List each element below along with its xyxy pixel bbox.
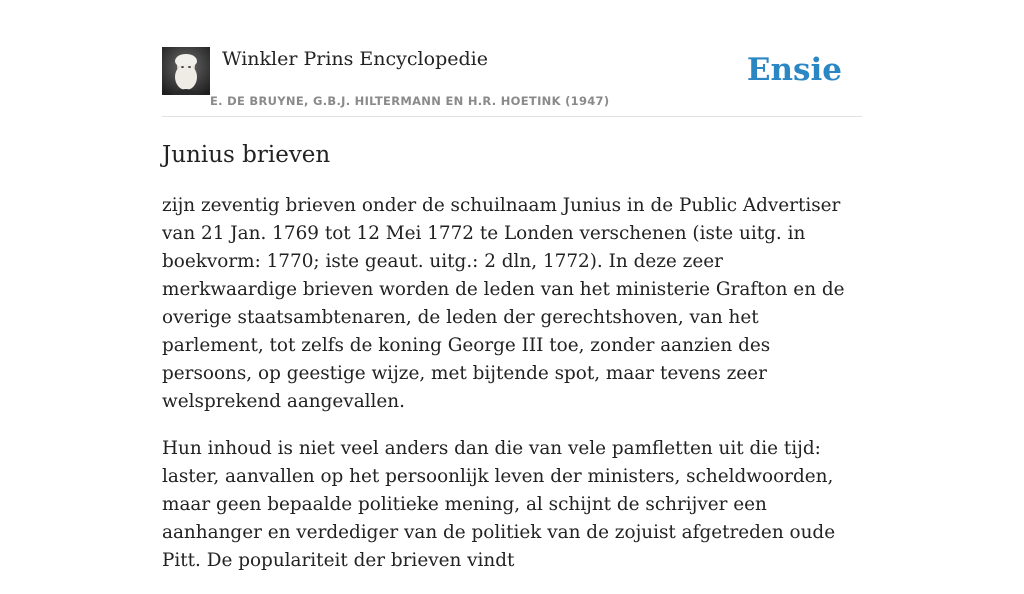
site-header bbox=[162, 0, 862, 117]
author-portrait-avatar-icon bbox=[162, 47, 210, 95]
site-title[interactable]: Winkler Prins Encyclopedie bbox=[222, 48, 488, 70]
page-container bbox=[162, 0, 862, 571]
article-paragraph: Hun inhoud is niet veel anders dan die van vele pamfletten uit die tijd: laster, aanvallen op het persoonlijk leven der ministers, scheldwoorden, maar geen bepaalde politieke mening, al schijnt de schrijver een aanhanger en verdediger van de politiek van de zojuist afgetreden oude Pitt. De populariteit der brieven vindt bbox=[162, 438, 836, 571]
article-body bbox=[162, 192, 862, 594]
ensie-logo-link[interactable]: Ensie bbox=[746, 52, 842, 88]
article-title: Junius brieven bbox=[162, 142, 331, 168]
authors-byline: E. DE BRUYNE, G.B.J. HILTERMANN EN H.R. HOETINK (1947) bbox=[210, 94, 610, 108]
article-paragraph: zijn zeventig brieven onder de schuilnaam Junius in de Public Advertiser van 21 Jan. 1769 tot 12 Mei 1772 te Londen verschenen (iste uitg. in boekvorm: 1770; iste geaut. uitg.: 2 dln, 1772). In deze zeer merkwaardige brieven worden de leden van het ministerie Grafton en de overige staatsambtenaren, de leden der gerechtshoven, van het parlement, tot zelfs de koning George III toe, zonder aanzien des persoons, op geestige wijze, met bijtende spot, maar tevens zeer welsprekend aangevallen. bbox=[162, 195, 845, 412]
